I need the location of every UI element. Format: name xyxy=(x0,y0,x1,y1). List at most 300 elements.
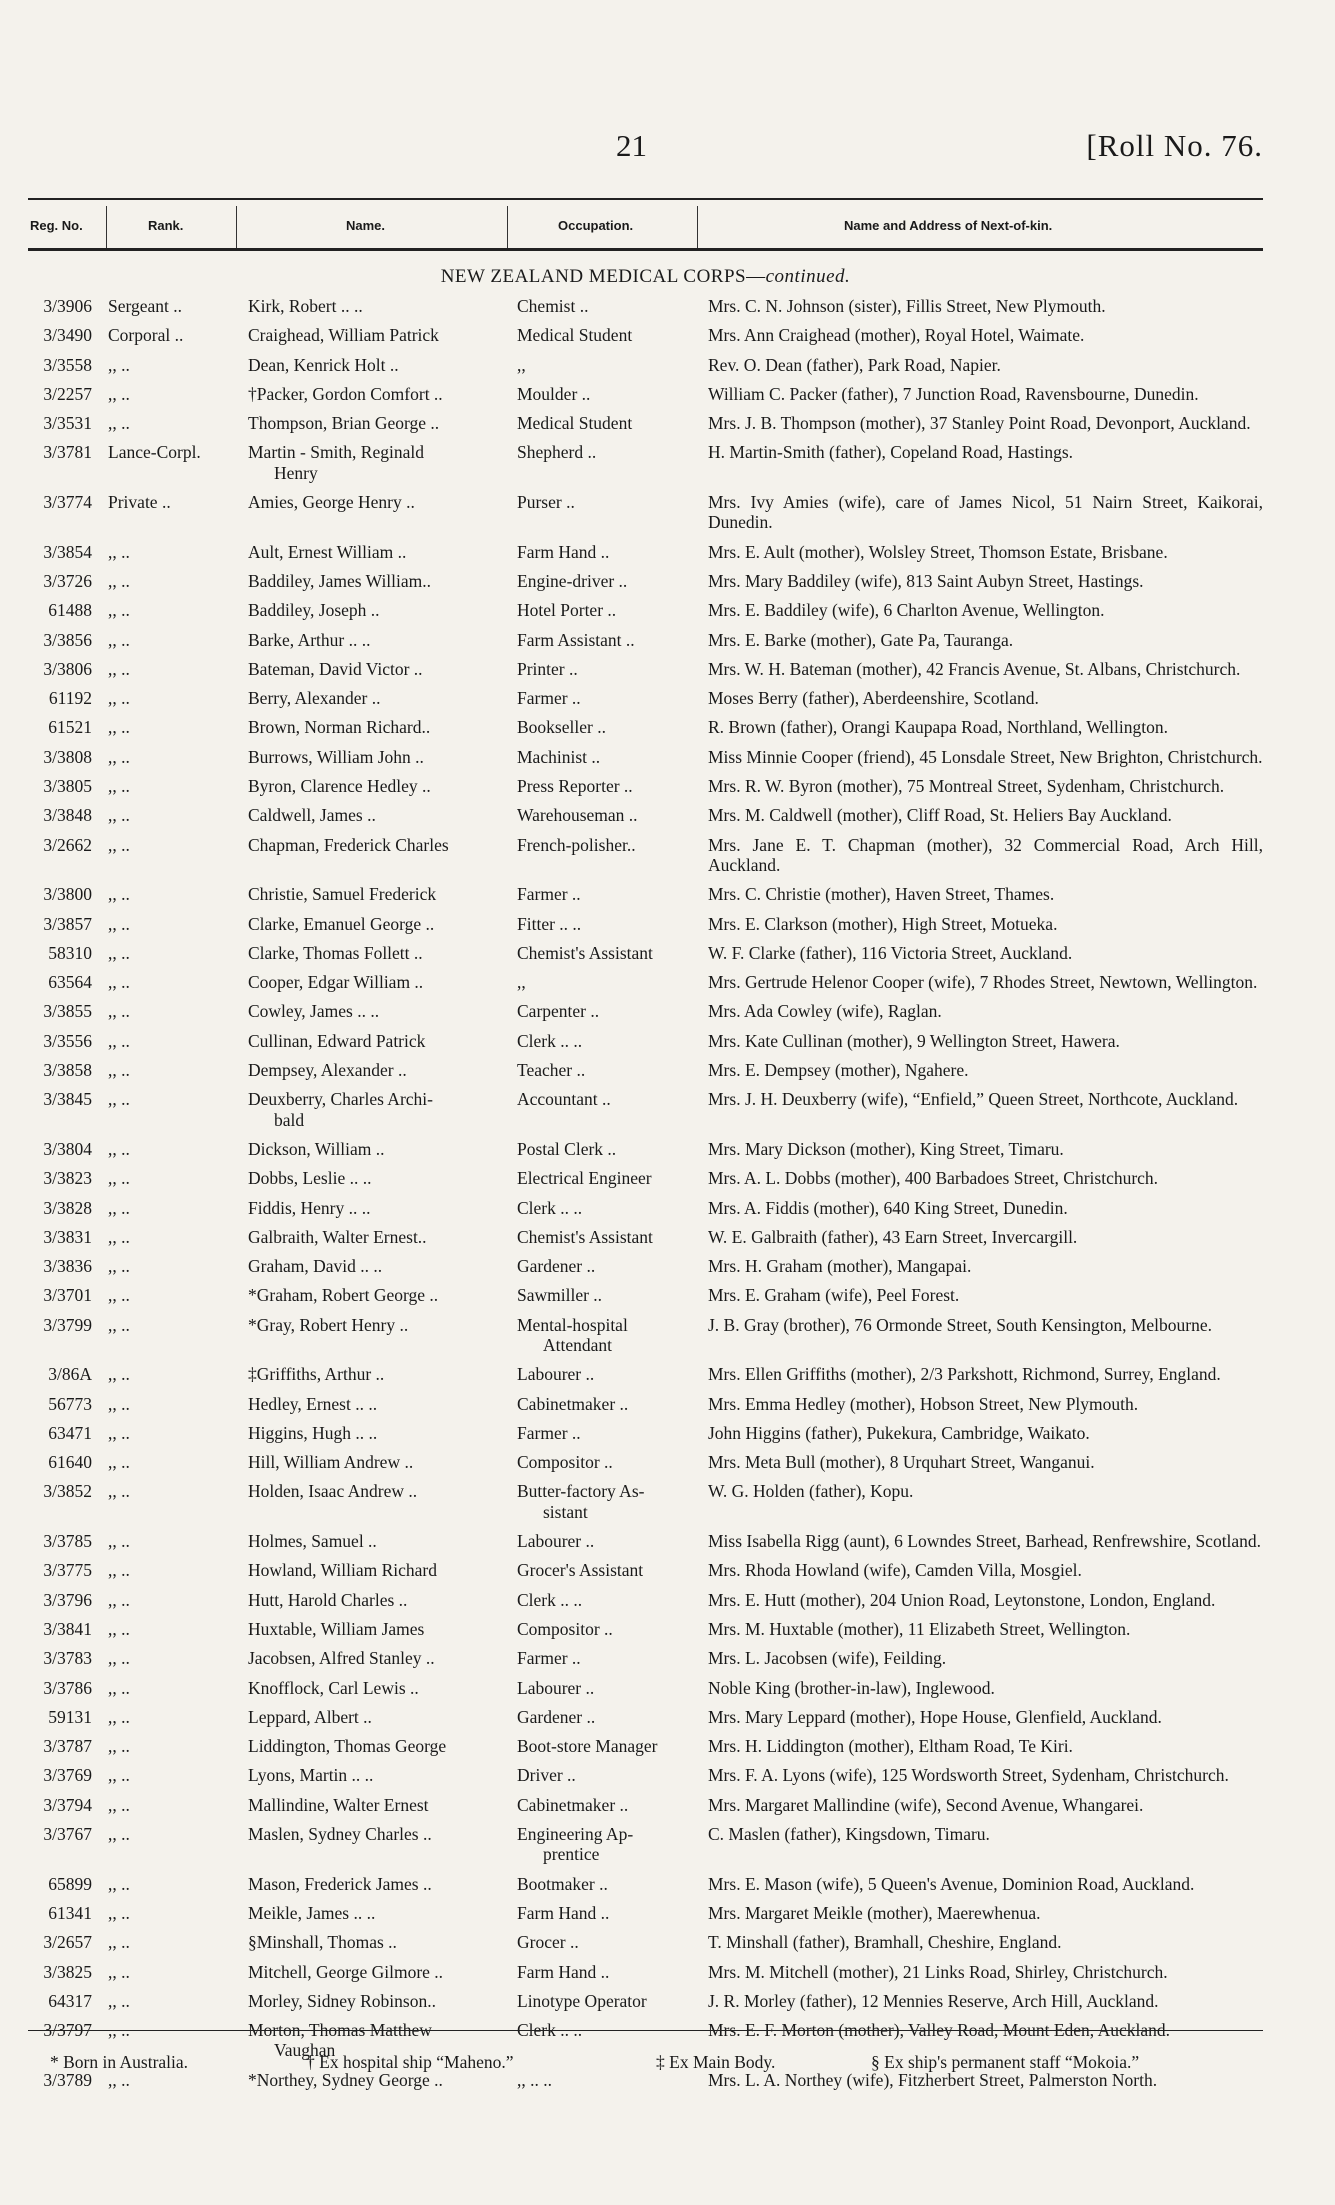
col-divider xyxy=(106,206,107,248)
next-of-kin: Rev. O. Dean (father), Park Road, Napier. xyxy=(708,354,1001,375)
occupation: Chemist .. xyxy=(517,296,589,316)
reg-no: 3/3799 xyxy=(43,1314,92,1335)
roll-number: [Roll No. 76. xyxy=(1086,128,1263,163)
table-row xyxy=(28,325,1263,354)
occupation: Farmer .. xyxy=(517,884,581,905)
table-row xyxy=(28,835,1263,885)
next-of-kin: Mrs. E. Ault (mother), Wolsley Street, Thomson Estate, Brisbane. xyxy=(708,541,1168,562)
occupation: Engineering Ap- xyxy=(517,1824,634,1845)
reg-no: 3/3831 xyxy=(43,1226,92,1247)
table-row xyxy=(28,1089,1263,1139)
reg-no: 3/2662 xyxy=(43,834,92,855)
header-bottom-rule xyxy=(28,248,1263,251)
soldier-name: Cullinan, Edward Patrick xyxy=(248,1030,426,1051)
table-row xyxy=(28,413,1263,442)
next-of-kin: Mrs. Kate Cullinan (mother), 9 Wellington Street, Hawera. xyxy=(708,1030,1120,1051)
table-row xyxy=(28,1031,1263,1060)
reg-no: 3/3825 xyxy=(43,1961,92,1982)
reg-no: 61521 xyxy=(48,717,92,738)
table-row xyxy=(28,571,1263,600)
soldier-name: Liddington, Thomas George xyxy=(248,1736,447,1757)
table-row xyxy=(28,659,1263,688)
reg-no: 3/3852 xyxy=(43,1481,92,1502)
table-row xyxy=(28,884,1263,913)
next-of-kin: Mrs. C. N. Johnson (sister), Fillis Street, New Plymouth. xyxy=(708,296,1106,316)
next-of-kin: Mrs. E. F. Morton (mother), Valley Road, Mount Eden, Auckland. xyxy=(708,2020,1170,2041)
soldier-name: Howland, William Richard xyxy=(248,1560,438,1581)
soldier-name: Dobbs, Leslie .. .. xyxy=(248,1168,372,1189)
next-of-kin: R. Brown (father), Orangi Kaupapa Road, Northland, Wellington. xyxy=(708,717,1168,738)
rank: ,, .. xyxy=(108,541,130,562)
occupation: Fitter .. .. xyxy=(517,913,582,934)
occupation: Linotype Operator xyxy=(517,1990,647,2011)
occupation: Farmer .. xyxy=(517,1648,581,1669)
footnote: § Ex ship's permanent staff “Mokoia.” xyxy=(871,2052,1140,2072)
occupation: Chemist's Assistant xyxy=(517,1226,653,1247)
reg-no: 3/3775 xyxy=(43,1560,92,1581)
table-row xyxy=(28,1765,1263,1794)
soldier-name: Brown, Norman Richard.. xyxy=(248,717,431,738)
occupation: Purser .. xyxy=(517,492,575,513)
table-row xyxy=(28,1364,1263,1393)
occupation: Farm Hand .. xyxy=(517,1961,610,1982)
soldier-name: Barke, Arthur .. .. xyxy=(248,629,371,650)
reg-no: 3/3906 xyxy=(43,296,92,316)
col-divider xyxy=(507,206,508,248)
table-row xyxy=(28,600,1263,629)
soldier-name: Jacobsen, Alfred Stanley .. xyxy=(248,1648,435,1669)
reg-no: 65899 xyxy=(48,1873,92,1894)
reg-no: 3/3828 xyxy=(43,1197,92,1218)
next-of-kin: Mrs. Gertrude Helenor Cooper (wife), 7 Rhodes Street, Newtown, Wellington. xyxy=(708,972,1258,993)
soldier-name: Holden, Isaac Andrew .. xyxy=(248,1481,418,1502)
occupation: Mental-hospital xyxy=(517,1314,628,1335)
occupation: ,, .. .. xyxy=(517,2069,552,2090)
soldier-name: Craighead, William Patrick xyxy=(248,325,439,346)
rank: ,, .. xyxy=(108,383,130,404)
next-of-kin: Mrs. Mary Dickson (mother), King Street, Timaru. xyxy=(708,1138,1064,1159)
next-of-kin: Mrs. Mary Leppard (mother), Hope House, Glenfield, Auckland. xyxy=(708,1706,1162,1727)
soldier-name: Amies, George Henry .. xyxy=(248,492,415,513)
occupation: Printer .. xyxy=(517,658,578,679)
rank: ,, .. xyxy=(108,834,130,855)
col-name-header: Name. xyxy=(346,218,386,233)
soldier-name: Baddiley, Joseph .. xyxy=(248,600,380,621)
reg-no: 3/3786 xyxy=(43,1677,92,1698)
soldier-name-cont: Henry xyxy=(274,462,318,483)
next-of-kin: Miss Isabella Rigg (aunt), 6 Lowndes Street, Barhead, Renfrewshire, Scotland. xyxy=(708,1531,1262,1552)
reg-no: 3/3854 xyxy=(43,541,92,562)
table-row xyxy=(28,1285,1263,1314)
table-row xyxy=(28,1678,1263,1707)
occupation-cont: sistant xyxy=(543,1501,588,1522)
table-row xyxy=(28,1531,1263,1560)
next-of-kin: Mrs. H. Graham (mother), Mangapai. xyxy=(708,1256,972,1277)
occupation: Boot-store Manager xyxy=(517,1736,658,1757)
soldier-name: Martin - Smith, Reginald xyxy=(248,442,424,463)
occupation: Clerk .. .. xyxy=(517,1030,583,1051)
occupation: Labourer .. xyxy=(517,1531,595,1552)
reg-no: 58310 xyxy=(48,942,92,963)
next-of-kin: Mrs. Emma Hedley (mother), Hobson Street, New Plymouth. xyxy=(708,1393,1139,1414)
reg-no: 3/3769 xyxy=(43,1765,92,1786)
soldier-name: Maslen, Sydney Charles .. xyxy=(248,1824,432,1845)
soldier-name: Mallindine, Walter Ernest xyxy=(248,1794,429,1815)
table-row xyxy=(28,717,1263,746)
next-of-kin: Mrs. E. Dempsey (mother), Ngahere. xyxy=(708,1060,969,1081)
table-row xyxy=(28,1168,1263,1197)
next-of-kin: Mrs. Rhoda Howland (wife), Camden Villa, Mosgiel. xyxy=(708,1560,1082,1581)
table-row xyxy=(28,1824,1263,1874)
footnote: ‡ Ex Main Body. xyxy=(656,2052,776,2072)
next-of-kin: Mrs. L. A. Northey (wife), Fitzherbert Street, Palmerston North. xyxy=(708,2069,1158,2090)
next-of-kin: Mrs. F. A. Lyons (wife), 125 Wordsworth Street, Sydenham, Christchurch. xyxy=(708,1765,1229,1786)
roll-table xyxy=(28,296,1263,2099)
soldier-name: Dean, Kenrick Holt .. xyxy=(248,354,399,375)
soldier-name: Baddiley, James William.. xyxy=(248,570,432,591)
reg-no: 61488 xyxy=(48,600,92,621)
rank: ,, .. xyxy=(108,1560,130,1581)
rank: Corporal .. xyxy=(108,325,184,346)
occupation-cont: Attendant xyxy=(543,1334,613,1355)
rank: ,, .. xyxy=(108,1736,130,1757)
reg-no: 3/3490 xyxy=(43,325,92,346)
occupation: Clerk .. .. xyxy=(517,1197,583,1218)
rank: ,, .. xyxy=(108,1794,130,1815)
reg-no: 61640 xyxy=(48,1452,92,1473)
soldier-name: Graham, David .. .. xyxy=(248,1256,383,1277)
table-row xyxy=(28,805,1263,834)
soldier-name: ‡Griffiths, Arthur .. xyxy=(248,1364,385,1385)
soldier-name: Ault, Ernest William .. xyxy=(248,541,407,562)
next-of-kin: W. E. Galbraith (father), 43 Earn Street, Invercargill. xyxy=(708,1226,1078,1247)
occupation: Press Reporter .. xyxy=(517,776,633,797)
table-row xyxy=(28,1903,1263,1932)
occupation: Grocer .. xyxy=(517,1932,579,1953)
rank: ,, .. xyxy=(108,1648,130,1669)
soldier-name: Caldwell, James .. xyxy=(248,805,376,826)
table-row xyxy=(28,1619,1263,1648)
occupation: Hotel Porter .. xyxy=(517,600,617,621)
table-row xyxy=(28,442,1263,492)
table-row xyxy=(28,1481,1263,1531)
occupation: Moulder .. xyxy=(517,383,591,404)
rank: ,, .. xyxy=(108,2069,130,2090)
soldier-name: *Northey, Sydney George .. xyxy=(248,2069,443,2090)
rank: ,, .. xyxy=(108,972,130,993)
occupation: Compositor .. xyxy=(517,1452,613,1473)
rank: ,, .. xyxy=(108,1873,130,1894)
soldier-name: Hedley, Ernest .. .. xyxy=(248,1393,378,1414)
rank: ,, .. xyxy=(108,1256,130,1277)
rank: ,, .. xyxy=(108,1089,130,1110)
table-row xyxy=(28,1315,1263,1365)
occupation: Bootmaker .. xyxy=(517,1873,608,1894)
rank: ,, .. xyxy=(108,1961,130,1982)
table-row xyxy=(28,1590,1263,1619)
table-row xyxy=(28,1227,1263,1256)
next-of-kin: Mrs. L. Jacobsen (wife), Feilding. xyxy=(708,1648,947,1669)
rank: ,, .. xyxy=(108,913,130,934)
reg-no: 3/3858 xyxy=(43,1060,92,1081)
table-row xyxy=(28,1139,1263,1168)
rank: ,, .. xyxy=(108,1481,130,1502)
occupation: Farm Hand .. xyxy=(517,1902,610,1923)
rank: ,, .. xyxy=(108,1990,130,2011)
next-of-kin: Mrs. Jane E. T. Chapman (mother), 32 Commercial Road, Arch Hill, Auckland. xyxy=(708,834,1263,875)
next-of-kin: Mrs. J. H. Deuxberry (wife), “Enfield,” Queen Street, Northcote, Auckland. xyxy=(708,1089,1239,1110)
rank: ,, .. xyxy=(108,413,130,434)
next-of-kin: Mrs. E. Clarkson (mother), High Street, Motueka. xyxy=(708,913,1058,934)
reg-no: 3/3856 xyxy=(43,629,92,650)
occupation: French-polisher.. xyxy=(517,834,636,855)
next-of-kin: Mrs. M. Mitchell (mother), 21 Links Road, Shirley, Christchurch. xyxy=(708,1961,1168,1982)
next-of-kin: Mrs. E. Barke (mother), Gate Pa, Tauranga. xyxy=(708,629,1014,650)
reg-no: 3/3774 xyxy=(43,492,92,513)
occupation: ,, xyxy=(517,354,526,375)
reg-no: 3/3785 xyxy=(43,1531,92,1552)
soldier-name: Morley, Sidney Robinson.. xyxy=(248,1990,436,2011)
occupation: Farmer .. xyxy=(517,1422,581,1443)
soldier-name: Meikle, James .. .. xyxy=(248,1902,376,1923)
soldier-name: Leppard, Albert .. xyxy=(248,1706,372,1727)
table-row xyxy=(28,1707,1263,1736)
rank: Sergeant .. xyxy=(108,296,183,316)
table-row xyxy=(28,1962,1263,1991)
next-of-kin: Mrs. M. Huxtable (mother), 11 Elizabeth Street, Wellington. xyxy=(708,1618,1131,1639)
next-of-kin: W. F. Clarke (father), 116 Victoria Street, Auckland. xyxy=(708,942,1073,963)
rank: ,, .. xyxy=(108,1197,130,1218)
rank: ,, .. xyxy=(108,1706,130,1727)
table-row xyxy=(28,1256,1263,1285)
table-row xyxy=(28,1198,1263,1227)
rank: ,, .. xyxy=(108,1364,130,1385)
soldier-name: Kirk, Robert .. .. xyxy=(248,296,363,316)
rank: ,, .. xyxy=(108,1226,130,1247)
occupation: Driver .. xyxy=(517,1765,576,1786)
reg-no: 3/3836 xyxy=(43,1256,92,1277)
rank: ,, .. xyxy=(108,1060,130,1081)
col-rank-header: Rank. xyxy=(148,218,184,233)
occupation: Bookseller .. xyxy=(517,717,606,738)
soldier-name: Huxtable, William James xyxy=(248,1618,425,1639)
next-of-kin: Mrs. Meta Bull (mother), 8 Urquhart Street, Wanganui. xyxy=(708,1452,1095,1473)
soldier-name: Higgins, Hugh .. .. xyxy=(248,1422,378,1443)
soldier-name: Hill, William Andrew .. xyxy=(248,1452,414,1473)
rank: ,, .. xyxy=(108,717,130,738)
rank: ,, .. xyxy=(108,2020,130,2041)
rank: ,, .. xyxy=(108,1902,130,1923)
reg-no: 64317 xyxy=(48,1990,92,2011)
soldier-name: *Gray, Robert Henry .. xyxy=(248,1314,409,1335)
next-of-kin: Mrs. Ann Craighead (mother), Royal Hotel, Waimate. xyxy=(708,325,1085,346)
soldier-name-cont: bald xyxy=(274,1109,305,1130)
next-of-kin: Mrs. C. Christie (mother), Haven Street, Thames. xyxy=(708,884,1055,905)
next-of-kin: John Higgins (father), Pukekura, Cambridge, Waikato. xyxy=(708,1422,1090,1443)
soldier-name: Dickson, William .. xyxy=(248,1138,385,1159)
rank: ,, .. xyxy=(108,1618,130,1639)
occupation: Farm Hand .. xyxy=(517,541,610,562)
occupation: Chemist's Assistant xyxy=(517,942,653,963)
rank: ,, .. xyxy=(108,746,130,767)
soldier-name: Lyons, Martin .. .. xyxy=(248,1765,374,1786)
occupation: Medical Student xyxy=(517,325,633,346)
rank: ,, .. xyxy=(108,1452,130,1473)
soldier-name: Morton, Thomas Matthew xyxy=(248,2020,432,2041)
next-of-kin: C. Maslen (father), Kingsdown, Timaru. xyxy=(708,1824,990,1845)
next-of-kin: Mrs. Margaret Meikle (mother), Maerewhenua. xyxy=(708,1902,1041,1923)
rank: ,, .. xyxy=(108,1030,130,1051)
next-of-kin: Mrs. Margaret Mallindine (wife), Second Avenue, Whangarei. xyxy=(708,1794,1144,1815)
occupation: Medical Student xyxy=(517,413,633,434)
soldier-name: Byron, Clarence Hedley .. xyxy=(248,776,431,797)
occupation: Teacher .. xyxy=(517,1060,586,1081)
rank: ,, .. xyxy=(108,570,130,591)
reg-no: 3/2257 xyxy=(43,383,92,404)
reg-no: 56773 xyxy=(48,1393,92,1414)
reg-no: 3/86A xyxy=(48,1364,92,1385)
reg-no: 3/3857 xyxy=(43,913,92,934)
rank: ,, .. xyxy=(108,1765,130,1786)
reg-no: 3/3783 xyxy=(43,1648,92,1669)
reg-no: 3/3767 xyxy=(43,1824,92,1845)
table-row xyxy=(28,1452,1263,1481)
soldier-name: Holmes, Samuel .. xyxy=(248,1531,377,1552)
rank: ,, .. xyxy=(108,884,130,905)
rank: ,, .. xyxy=(108,1422,130,1443)
table-row xyxy=(28,688,1263,717)
next-of-kin: Mrs. R. W. Byron (mother), 75 Montreal Street, Sydenham, Christchurch. xyxy=(708,776,1225,797)
rank: ,, .. xyxy=(108,658,130,679)
next-of-kin: Mrs. W. H. Bateman (mother), 42 Francis Avenue, St. Albans, Christchurch. xyxy=(708,658,1241,679)
reg-no: 63564 xyxy=(48,972,92,993)
table-row xyxy=(28,1991,1263,2020)
rank: ,, .. xyxy=(108,1677,130,1698)
table-row xyxy=(28,1736,1263,1765)
soldier-name: Mason, Frederick James .. xyxy=(248,1873,432,1894)
col-reg-header: Reg. No. xyxy=(30,218,83,233)
occupation: Farm Assistant .. xyxy=(517,629,635,650)
roll-page xyxy=(28,0,1263,2205)
table-row xyxy=(28,1423,1263,1452)
table-row xyxy=(28,943,1263,972)
occupation: Clerk .. .. xyxy=(517,2020,583,2041)
occupation: Compositor .. xyxy=(517,1618,613,1639)
occupation: Warehouseman .. xyxy=(517,805,638,826)
occupation: Butter-factory As- xyxy=(517,1481,645,1502)
table-row xyxy=(28,747,1263,776)
reg-no: 3/3804 xyxy=(43,1138,92,1159)
reg-no: 61341 xyxy=(48,1902,92,1923)
table-row xyxy=(28,1001,1263,1030)
section-title: NEW ZEALAND MEDICAL CORPS—continued. xyxy=(440,266,851,287)
reg-no: 3/3556 xyxy=(43,1030,92,1051)
reg-no: 3/3797 xyxy=(43,2020,92,2041)
table-row xyxy=(28,2070,1263,2099)
occupation: Engine-driver .. xyxy=(517,570,628,591)
next-of-kin: Mrs. E. Baddiley (wife), 6 Charlton Avenue, Wellington. xyxy=(708,600,1105,621)
next-of-kin: Mrs. Ada Cowley (wife), Raglan. xyxy=(708,1001,942,1022)
soldier-name: §Minshall, Thomas .. xyxy=(248,1932,397,1953)
soldier-name: Knofflock, Carl Lewis .. xyxy=(248,1677,419,1698)
table-row xyxy=(28,776,1263,805)
reg-no: 3/3789 xyxy=(43,2069,92,2090)
reg-no: 3/2657 xyxy=(43,1932,92,1953)
next-of-kin: Mrs. J. B. Thompson (mother), 37 Stanley Point Road, Devonport, Auckland. xyxy=(708,413,1251,434)
rank: ,, .. xyxy=(108,942,130,963)
next-of-kin: William C. Packer (father), 7 Junction Road, Ravensbourne, Dunedin. xyxy=(708,383,1199,404)
soldier-name-cont: Vaughan xyxy=(274,2040,336,2061)
rank: ,, .. xyxy=(108,1001,130,1022)
rank: ,, .. xyxy=(108,1824,130,1845)
occupation: Labourer .. xyxy=(517,1677,595,1698)
soldier-name: Clarke, Emanuel George .. xyxy=(248,913,435,934)
table-row xyxy=(28,914,1263,943)
occupation: Sawmiller .. xyxy=(517,1285,603,1306)
table-row xyxy=(28,492,1263,542)
soldier-name: Deuxberry, Charles Archi- xyxy=(248,1089,433,1110)
rank: ,, .. xyxy=(108,1314,130,1335)
next-of-kin: Mrs. E. Mason (wife), 5 Queen's Avenue, Dominion Road, Auckland. xyxy=(708,1873,1195,1894)
soldier-name: Berry, Alexander .. xyxy=(248,688,381,709)
reg-no: 3/3845 xyxy=(43,1089,92,1110)
soldier-name: Galbraith, Walter Ernest.. xyxy=(248,1226,427,1247)
soldier-name: †Packer, Gordon Comfort .. xyxy=(248,383,443,404)
header-top-rule xyxy=(28,198,1263,200)
table-row xyxy=(28,296,1263,325)
rank: ,, .. xyxy=(108,688,130,709)
soldier-name: Cowley, James .. .. xyxy=(248,1001,380,1022)
occupation: Electrical Engineer xyxy=(517,1168,652,1189)
table-row xyxy=(28,355,1263,384)
next-of-kin: Moses Berry (father), Aberdeenshire, Scotland. xyxy=(708,688,1039,709)
table-row xyxy=(28,542,1263,571)
reg-no: 3/3805 xyxy=(43,776,92,797)
soldier-name: Fiddis, Henry .. .. xyxy=(248,1197,371,1218)
table-row xyxy=(28,1932,1263,1961)
rank: Lance-Corpl. xyxy=(108,442,201,463)
occupation: Carpenter .. xyxy=(517,1001,600,1022)
rank: ,, .. xyxy=(108,1589,130,1610)
reg-no: 3/3796 xyxy=(43,1589,92,1610)
next-of-kin: Mrs. E. Hutt (mother), 204 Union Road, Leytonstone, London, England. xyxy=(708,1589,1216,1610)
table-row xyxy=(28,1648,1263,1677)
table-row xyxy=(28,1060,1263,1089)
reg-no: 3/3808 xyxy=(43,746,92,767)
reg-no: 3/3531 xyxy=(43,413,92,434)
occupation-cont: prentice xyxy=(543,1844,600,1865)
occupation: Shepherd .. xyxy=(517,442,597,463)
next-of-kin: Mrs. Ivy Amies (wife), care of James Nicol, 51 Nairn Street, Kaikorai, Dunedin. xyxy=(708,492,1263,533)
next-of-kin: Mrs. A. L. Dobbs (mother), 400 Barbadoes Street, Christchurch. xyxy=(708,1168,1159,1189)
reg-no: 3/3794 xyxy=(43,1794,92,1815)
reg-no: 3/3787 xyxy=(43,1736,92,1757)
reg-no: 59131 xyxy=(48,1706,92,1727)
reg-no: 3/3800 xyxy=(43,884,92,905)
rank: ,, .. xyxy=(108,629,130,650)
table-row xyxy=(28,630,1263,659)
soldier-name: Chapman, Frederick Charles xyxy=(248,834,449,855)
rank: ,, .. xyxy=(108,1393,130,1414)
reg-no: 61192 xyxy=(48,688,92,709)
occupation: Gardener .. xyxy=(517,1706,596,1727)
footnote: † Ex hospital ship “Maheno.” xyxy=(306,2052,514,2072)
rank: ,, .. xyxy=(108,1138,130,1159)
occupation: Labourer .. xyxy=(517,1364,595,1385)
rank: ,, .. xyxy=(108,1168,130,1189)
table-row xyxy=(28,972,1263,1001)
reg-no: 3/3701 xyxy=(43,1285,92,1306)
